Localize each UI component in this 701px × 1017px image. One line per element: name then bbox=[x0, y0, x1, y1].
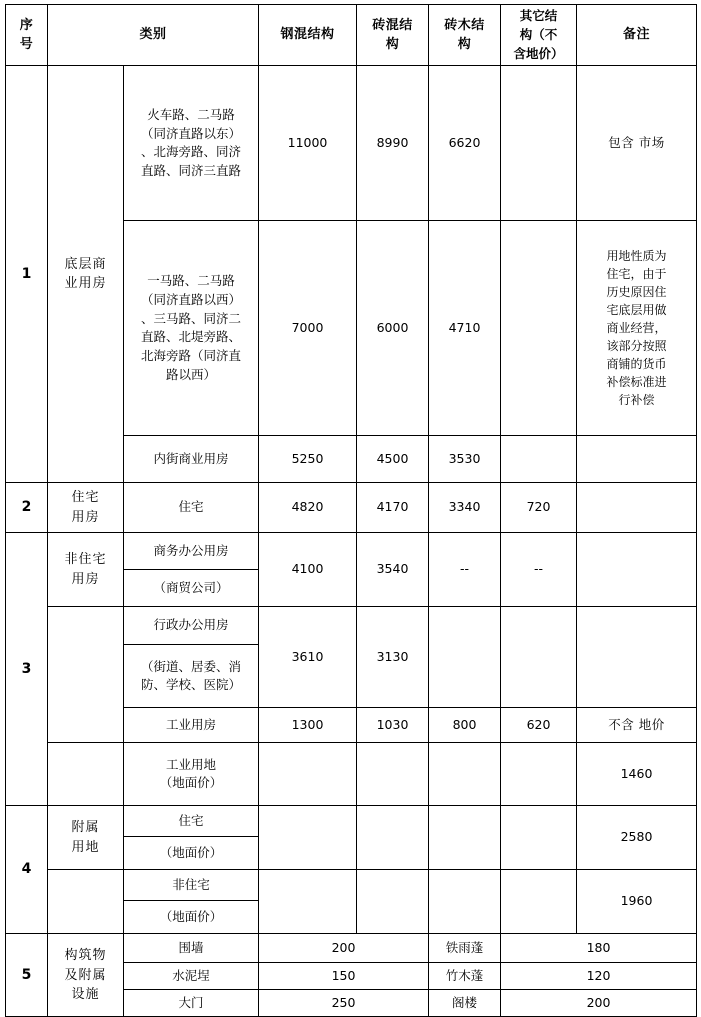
row3-sub4-brick-concrete bbox=[357, 743, 429, 806]
row3-sub3-remark: 不含 地价 bbox=[577, 708, 697, 743]
row4-sub1-other bbox=[501, 806, 577, 870]
row5-item1-value: 200 bbox=[259, 934, 429, 963]
row5-item2-name2: 竹木蓬 bbox=[429, 963, 501, 990]
row3-sub2-label-a: 行政办公用房 bbox=[124, 607, 259, 645]
row1-sub1-line3: 、北海旁路、同济 bbox=[141, 144, 242, 160]
row1-sub1-steel-concrete: 11000 bbox=[259, 66, 357, 221]
row3-sub3-other: 620 bbox=[501, 708, 577, 743]
row3-sub4-label-b: （地面价） bbox=[159, 775, 223, 791]
row1-sub2-remark-line6: 该部分按照 bbox=[606, 339, 667, 354]
row5-item3-name: 大门 bbox=[124, 990, 259, 1017]
row1-sub2-line1: 一马路、二马路 bbox=[147, 273, 235, 288]
row5-item3-name2: 阁楼 bbox=[429, 990, 501, 1017]
row1-sub2-remark-line5: 商业经营， bbox=[606, 321, 667, 336]
row1-sub2-remark-line4: 宅底层用做 bbox=[606, 303, 667, 318]
header-steel-concrete: 钢混结构 bbox=[259, 5, 357, 66]
row1-sub2-remark-line3: 历史原因住 bbox=[606, 285, 667, 300]
row-category-4-line1: 附属 bbox=[71, 820, 100, 836]
row4-sub1-brick-concrete bbox=[357, 806, 429, 870]
row5-item3-value: 250 bbox=[259, 990, 429, 1017]
row1-sub2-line5: 北海旁路（同济直 bbox=[141, 348, 242, 363]
row1-sub1-brick-concrete: 8990 bbox=[357, 66, 429, 221]
row3-sub1-brick-concrete: 3540 bbox=[357, 533, 429, 607]
table-row bbox=[6, 533, 697, 570]
row-category-3-line2: 用房 bbox=[71, 571, 100, 587]
row4-sub1-label-b: （地面价） bbox=[124, 837, 259, 870]
row-category-4 bbox=[48, 806, 124, 870]
row-category-1-line1: 底层商 bbox=[64, 256, 107, 272]
row1-sub2-line3: 、三马路、同济二 bbox=[141, 310, 242, 326]
header-other-line1: 其它结 bbox=[519, 8, 558, 23]
row5-item2-value: 150 bbox=[259, 963, 429, 990]
row4-sub2-other bbox=[501, 870, 577, 934]
row1-sub2-remark bbox=[577, 221, 697, 436]
row-category-5-line3: 设施 bbox=[71, 987, 100, 1002]
row5-item2-value2: 120 bbox=[501, 963, 697, 990]
row1-sub2-brick-concrete: 6000 bbox=[357, 221, 429, 436]
header-brick-wood bbox=[429, 5, 501, 66]
row4-sub2-brick-wood bbox=[429, 870, 501, 934]
row5-item2-name: 水泥埕 bbox=[124, 963, 259, 990]
document-page bbox=[0, 4, 701, 1010]
row2-brick-concrete: 4170 bbox=[357, 483, 429, 533]
row2-remark bbox=[577, 483, 697, 533]
row5-item1-name: 围墙 bbox=[124, 934, 259, 963]
header-other-structure bbox=[501, 5, 577, 66]
header-index-line1: 序 bbox=[19, 17, 34, 33]
row3-sub2-label-bc bbox=[124, 645, 259, 708]
row4-sub1-brick-wood bbox=[429, 806, 501, 870]
table-row bbox=[6, 66, 697, 221]
row1-sub2-remark-line8: 补偿标准进 bbox=[606, 375, 667, 390]
header-brick-concrete bbox=[357, 5, 429, 66]
row3-sub1-remark bbox=[577, 533, 697, 607]
header-other-line3: 含地价） bbox=[513, 45, 564, 61]
row-index-4: 4 bbox=[6, 806, 48, 934]
row-category-4-line2: 用地 bbox=[71, 839, 100, 855]
row-category-3-line1: 非住宅 bbox=[64, 552, 107, 568]
row1-sub2-remark-line2: 住宅，由于 bbox=[606, 267, 667, 282]
row4-sub2-label-a: 非住宅 bbox=[124, 870, 259, 901]
row4-sub1-steel-concrete bbox=[259, 806, 357, 870]
row2-steel-concrete: 4820 bbox=[259, 483, 357, 533]
row1-sub2-label bbox=[124, 221, 259, 436]
header-brick-wood-line1: 砖木结 bbox=[444, 17, 485, 33]
row-index-3: 3 bbox=[6, 533, 48, 806]
header-other-line2: 构（不 bbox=[519, 26, 558, 42]
row1-sub1-line1: 火车路、二马路 bbox=[147, 106, 235, 122]
row1-sub2-brick-wood: 4710 bbox=[429, 221, 501, 436]
row5-item1-value2: 180 bbox=[501, 934, 697, 963]
header-brick-wood-line2: 构 bbox=[457, 37, 472, 53]
row1-sub1-brick-wood: 6620 bbox=[429, 66, 501, 221]
row4-sub2-brick-concrete bbox=[357, 870, 429, 934]
header-index-line2: 号 bbox=[19, 37, 34, 53]
row-category-1 bbox=[48, 66, 124, 483]
row3-sub2-label-b: （街道、居委、消 bbox=[141, 658, 242, 674]
row4-sub2-steel-concrete bbox=[259, 870, 357, 934]
row2-brick-wood: 3340 bbox=[429, 483, 501, 533]
row3-sub4-other bbox=[501, 743, 577, 806]
compensation-table bbox=[5, 4, 697, 1017]
row-category-5-line2: 及附属 bbox=[64, 967, 107, 983]
row-index-5: 5 bbox=[6, 934, 48, 1017]
row1-sub1-remark: 包含 市场 bbox=[577, 66, 697, 221]
row-category-3-spacer-2 bbox=[48, 743, 124, 806]
row1-sub1-line2: （同济直路以东） bbox=[141, 125, 242, 141]
row2-other: 720 bbox=[501, 483, 577, 533]
row-category-2 bbox=[48, 483, 124, 533]
table-row bbox=[6, 743, 697, 806]
table-row bbox=[6, 483, 697, 533]
header-category: 类别 bbox=[48, 5, 259, 66]
table-row bbox=[6, 607, 697, 645]
row1-sub2-remark-line1: 用地性质为 bbox=[606, 249, 667, 264]
row-category-4-spacer bbox=[48, 870, 124, 934]
row-category-3-spacer bbox=[48, 607, 124, 743]
row-category-5-line1: 构筑物 bbox=[64, 948, 107, 963]
row1-sub2-remark-line7: 商铺的货币 bbox=[606, 357, 667, 372]
row3-sub2-remark bbox=[577, 607, 697, 708]
row3-sub4-brick-wood bbox=[429, 743, 501, 806]
row1-sub1-other bbox=[501, 66, 577, 221]
row3-sub1-label-b: （商贸公司） bbox=[124, 570, 259, 607]
row3-sub3-brick-wood: 800 bbox=[429, 708, 501, 743]
row2-sub-label: 住宅 bbox=[124, 483, 259, 533]
header-brick-concrete-line2: 构 bbox=[385, 37, 400, 53]
row3-sub2-brick-wood bbox=[429, 607, 501, 708]
row5-item3-value2: 200 bbox=[501, 990, 697, 1017]
row3-sub2-brick-concrete: 3130 bbox=[357, 607, 429, 708]
row1-sub1-line4: 直路、同济三直路 bbox=[141, 163, 242, 178]
table-row bbox=[6, 870, 697, 901]
row3-sub4-label-a: 工业用地 bbox=[166, 756, 217, 772]
row1-sub3-brick-wood: 3530 bbox=[429, 436, 501, 483]
row1-sub3-brick-concrete: 4500 bbox=[357, 436, 429, 483]
row1-sub3-steel-concrete: 5250 bbox=[259, 436, 357, 483]
header-brick-concrete-line1: 砖混结 bbox=[372, 17, 413, 33]
row3-sub2-steel-concrete: 3610 bbox=[259, 607, 357, 708]
row1-sub2-steel-concrete: 7000 bbox=[259, 221, 357, 436]
row1-sub2-remark-line9: 行补偿 bbox=[618, 393, 655, 408]
row3-sub3-brick-concrete: 1030 bbox=[357, 708, 429, 743]
row-category-2-line1: 住宅 bbox=[71, 490, 100, 506]
row-index-2: 2 bbox=[6, 483, 48, 533]
row4-sub1-label-a: 住宅 bbox=[124, 806, 259, 837]
row3-sub2-label-c: 防、学校、医院） bbox=[141, 677, 242, 693]
row3-sub4-steel-concrete bbox=[259, 743, 357, 806]
row3-sub3-steel-concrete: 1300 bbox=[259, 708, 357, 743]
table-row bbox=[6, 934, 697, 963]
row3-sub1-other: -- bbox=[501, 533, 577, 607]
row4-sub2-remark: 1960 bbox=[577, 870, 697, 934]
row-category-5 bbox=[48, 934, 124, 1017]
row1-sub2-other bbox=[501, 221, 577, 436]
row1-sub3-remark bbox=[577, 436, 697, 483]
table-header-row bbox=[6, 5, 697, 66]
row4-sub2-label-b: （地面价） bbox=[124, 901, 259, 934]
row3-sub4-label bbox=[124, 743, 259, 806]
row-category-3 bbox=[48, 533, 124, 607]
row-category-1-line2: 业用房 bbox=[64, 276, 107, 292]
row3-sub4-remark: 1460 bbox=[577, 743, 697, 806]
row-category-2-line2: 用房 bbox=[71, 509, 100, 525]
row4-sub1-remark: 2580 bbox=[577, 806, 697, 870]
row5-item1-name2: 铁雨蓬 bbox=[429, 934, 501, 963]
row3-sub1-label-a: 商务办公用房 bbox=[124, 533, 259, 570]
row3-sub1-steel-concrete: 4100 bbox=[259, 533, 357, 607]
header-index bbox=[6, 5, 48, 66]
row3-sub3-label: 工业用房 bbox=[124, 708, 259, 743]
row3-sub1-brick-wood: -- bbox=[429, 533, 501, 607]
row3-sub2-other bbox=[501, 607, 577, 708]
row1-sub1-label bbox=[124, 66, 259, 221]
table-row bbox=[6, 806, 697, 837]
row1-sub2-line2: （同济直路以西） bbox=[141, 291, 242, 307]
row1-sub3-label: 内街商业用房 bbox=[124, 436, 259, 483]
row-index-1: 1 bbox=[6, 66, 48, 483]
row1-sub3-other bbox=[501, 436, 577, 483]
row1-sub2-line4: 直路、北堤旁路、 bbox=[141, 329, 242, 345]
row1-sub2-line6: 路以西） bbox=[166, 366, 217, 382]
header-remark: 备注 bbox=[577, 5, 697, 66]
